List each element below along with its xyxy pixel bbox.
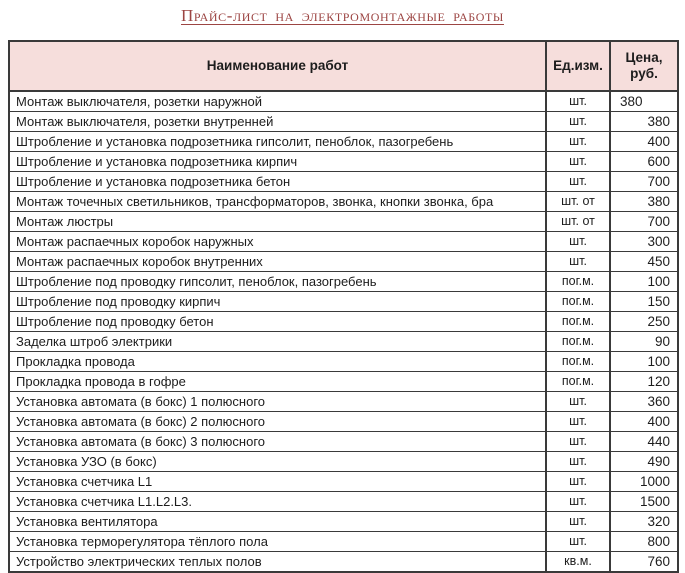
- work-name-cell: Штробление под проводку гипсолит, пеноблок, пазогребень: [9, 272, 546, 292]
- price-cell: 380: [610, 112, 678, 132]
- price-cell: 700: [610, 212, 678, 232]
- price-cell: 600: [610, 152, 678, 172]
- price-table: [8, 40, 679, 573]
- work-name-cell: Штробление и установка подрозетника кирпич: [9, 152, 546, 172]
- price-cell: 1000: [610, 472, 678, 492]
- price-cell: 100: [610, 272, 678, 292]
- table-row: [9, 152, 678, 172]
- unit-cell: шт.: [546, 432, 610, 452]
- page-title: Прайс-лист на электромонтажные работы: [181, 6, 504, 25]
- price-cell: 800: [610, 532, 678, 552]
- price-cell: 100: [610, 352, 678, 372]
- work-name-cell: Монтаж выключателя, розетки внутренней: [9, 112, 546, 132]
- work-name-cell: Установка счетчика L1.L2.L3.: [9, 492, 546, 512]
- price-cell: 400: [610, 132, 678, 152]
- table-row: [9, 212, 678, 232]
- table-row: [9, 252, 678, 272]
- unit-cell: шт.: [546, 452, 610, 472]
- header-unit: Ед.изм.: [546, 41, 610, 91]
- unit-cell: шт.: [546, 91, 610, 112]
- unit-cell: пог.м.: [546, 292, 610, 312]
- table-row: [9, 552, 678, 573]
- unit-cell: шт. от: [546, 192, 610, 212]
- table-row: [9, 352, 678, 372]
- work-name-cell: Монтаж выключателя, розетки наружной: [9, 91, 546, 112]
- table-row: [9, 392, 678, 412]
- table-row: [9, 332, 678, 352]
- price-cell: 450: [610, 252, 678, 272]
- work-name-cell: Монтаж распаечных коробок наружных: [9, 232, 546, 252]
- table-row: [9, 372, 678, 392]
- price-cell: 150: [610, 292, 678, 312]
- work-name-cell: Установка УЗО (в бокс): [9, 452, 546, 472]
- table-row: [9, 452, 678, 472]
- work-name-cell: Установка автомата (в бокс) 2 полюсного: [9, 412, 546, 432]
- work-name-cell: Штробление и установка подрозетника гипсолит, пеноблок, пазогребень: [9, 132, 546, 152]
- page: [0, 6, 685, 569]
- unit-cell: шт.: [546, 152, 610, 172]
- header-price: Цена, руб.: [610, 41, 678, 91]
- header-work-name: Наименование работ: [9, 41, 546, 91]
- work-name-cell: Монтаж точечных светильников, трансформаторов, звонка, кнопки звонка, бра: [9, 192, 546, 212]
- price-cell: 320: [610, 512, 678, 532]
- table-row: [9, 132, 678, 152]
- work-name-cell: Прокладка провода в гофре: [9, 372, 546, 392]
- work-name-cell: Штробление под проводку кирпич: [9, 292, 546, 312]
- unit-cell: шт.: [546, 472, 610, 492]
- work-name-cell: Установка вентилятора: [9, 512, 546, 532]
- price-cell: 400: [610, 412, 678, 432]
- price-cell: 250: [610, 312, 678, 332]
- table-row: [9, 532, 678, 552]
- table-row: [9, 472, 678, 492]
- table-row: [9, 112, 678, 132]
- work-name-cell: Монтаж распаечных коробок внутренних: [9, 252, 546, 272]
- table-row: [9, 492, 678, 512]
- table-row: [9, 172, 678, 192]
- work-name-cell: Прокладка провода: [9, 352, 546, 372]
- table-row: [9, 91, 678, 112]
- unit-cell: пог.м.: [546, 272, 610, 292]
- price-cell: 380: [610, 192, 678, 212]
- unit-cell: шт.: [546, 412, 610, 432]
- price-cell: 1500: [610, 492, 678, 512]
- work-name-cell: Установка автомата (в бокс) 1 полюсного: [9, 392, 546, 412]
- work-name-cell: Монтаж люстры: [9, 212, 546, 232]
- work-name-cell: Установка терморегулятора тёплого пола: [9, 532, 546, 552]
- unit-cell: шт.: [546, 172, 610, 192]
- work-name-cell: Штробление под проводку бетон: [9, 312, 546, 332]
- table-row: [9, 412, 678, 432]
- unit-cell: шт.: [546, 232, 610, 252]
- unit-cell: пог.м.: [546, 332, 610, 352]
- unit-cell: шт.: [546, 112, 610, 132]
- unit-cell: пог.м.: [546, 372, 610, 392]
- price-cell: 380: [610, 91, 678, 112]
- price-cell: 440: [610, 432, 678, 452]
- table-row: [9, 432, 678, 452]
- price-cell: 760: [610, 552, 678, 573]
- price-cell: 360: [610, 392, 678, 412]
- unit-cell: шт.: [546, 512, 610, 532]
- work-name-cell: Устройство электрических теплых полов: [9, 552, 546, 573]
- unit-cell: шт.: [546, 132, 610, 152]
- table-row: [9, 312, 678, 332]
- unit-cell: шт.: [546, 532, 610, 552]
- unit-cell: шт.: [546, 392, 610, 412]
- work-name-cell: Заделка штроб электрики: [9, 332, 546, 352]
- unit-cell: кв.м.: [546, 552, 610, 573]
- table-row: [9, 232, 678, 252]
- unit-cell: шт.: [546, 492, 610, 512]
- table-row: [9, 272, 678, 292]
- price-cell: 490: [610, 452, 678, 472]
- price-cell: 700: [610, 172, 678, 192]
- table-row: [9, 192, 678, 212]
- table-row: [9, 292, 678, 312]
- price-cell: 300: [610, 232, 678, 252]
- table-row: [9, 512, 678, 532]
- work-name-cell: Установка автомата (в бокс) 3 полюсного: [9, 432, 546, 452]
- unit-cell: пог.м.: [546, 352, 610, 372]
- work-name-cell: Штробление и установка подрозетника бетон: [9, 172, 546, 192]
- header-row: [9, 41, 678, 91]
- unit-cell: пог.м.: [546, 312, 610, 332]
- table-body: [9, 91, 678, 572]
- price-cell: 120: [610, 372, 678, 392]
- price-cell: 90: [610, 332, 678, 352]
- work-name-cell: Установка счетчика L1: [9, 472, 546, 492]
- unit-cell: шт.: [546, 252, 610, 272]
- unit-cell: шт. от: [546, 212, 610, 232]
